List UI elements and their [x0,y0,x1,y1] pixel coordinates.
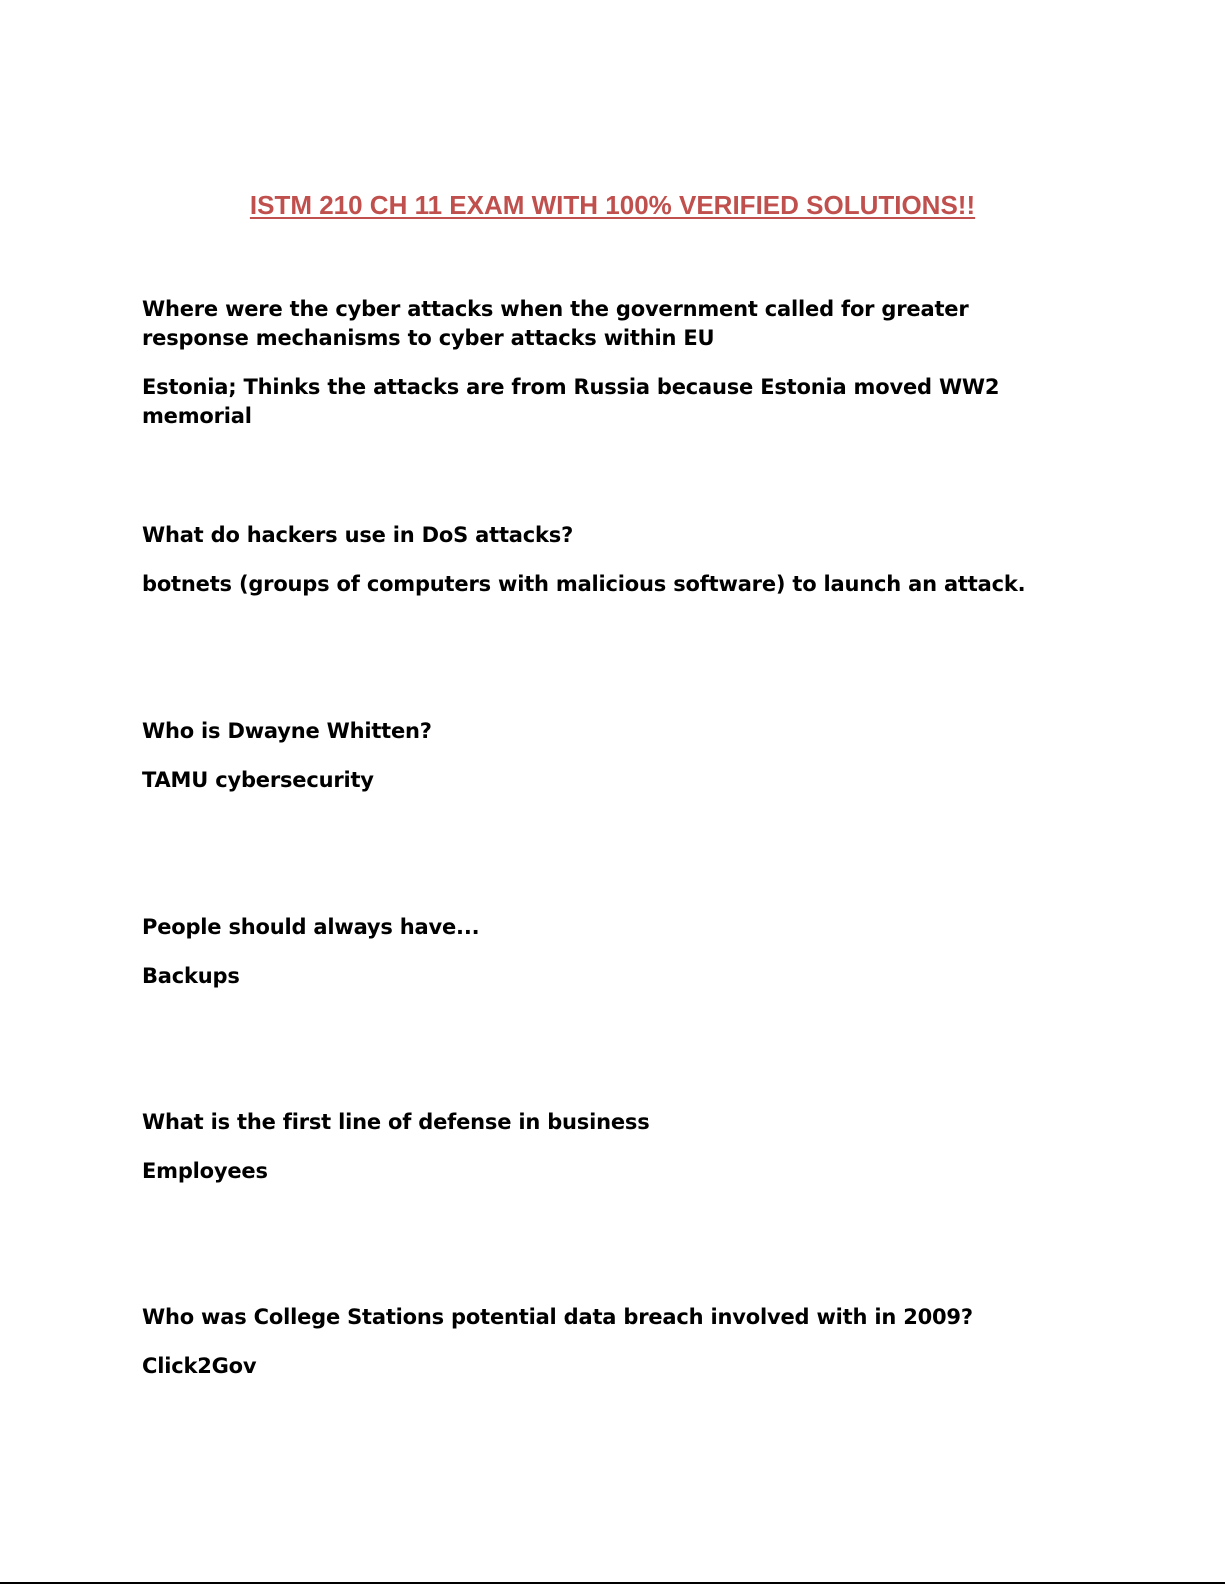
qa-item [142,1108,1042,1186]
answer-text: Employees [142,1159,268,1183]
answer-text: Click2Gov [142,1354,257,1378]
question-text: Who is Dwayne Whitten? [142,719,432,743]
answer-text: botnets (groups of computers with malicious software) to launch an attack. [142,572,1026,596]
answer-text: Estonia; Thinks the attacks are from Russia because Estonia moved WW2 memorial [142,375,1000,428]
question-text: People should always have... [142,915,480,939]
qa-item [142,295,1042,431]
qa-item [142,717,1042,795]
question-text: Where were the cyber attacks when the government called for greater response mechanisms to cyber attacks within EU [142,297,969,350]
qa-item [142,1303,1042,1381]
page-bottom-border [0,1582,1225,1584]
question-text: What do hackers use in DoS attacks? [142,523,574,547]
qa-item [142,521,1042,599]
answer-text: TAMU cybersecurity [142,768,374,792]
question-text: Who was College Stations potential data breach involved with in 2009? [142,1305,973,1329]
qa-item [142,913,1042,991]
question-text: What is the first line of defense in business [142,1110,650,1134]
answer-text: Backups [142,964,240,988]
page-title: ISTM 210 CH 11 EXAM WITH 100% VERIFIED SOLUTIONS!! [249,190,976,220]
